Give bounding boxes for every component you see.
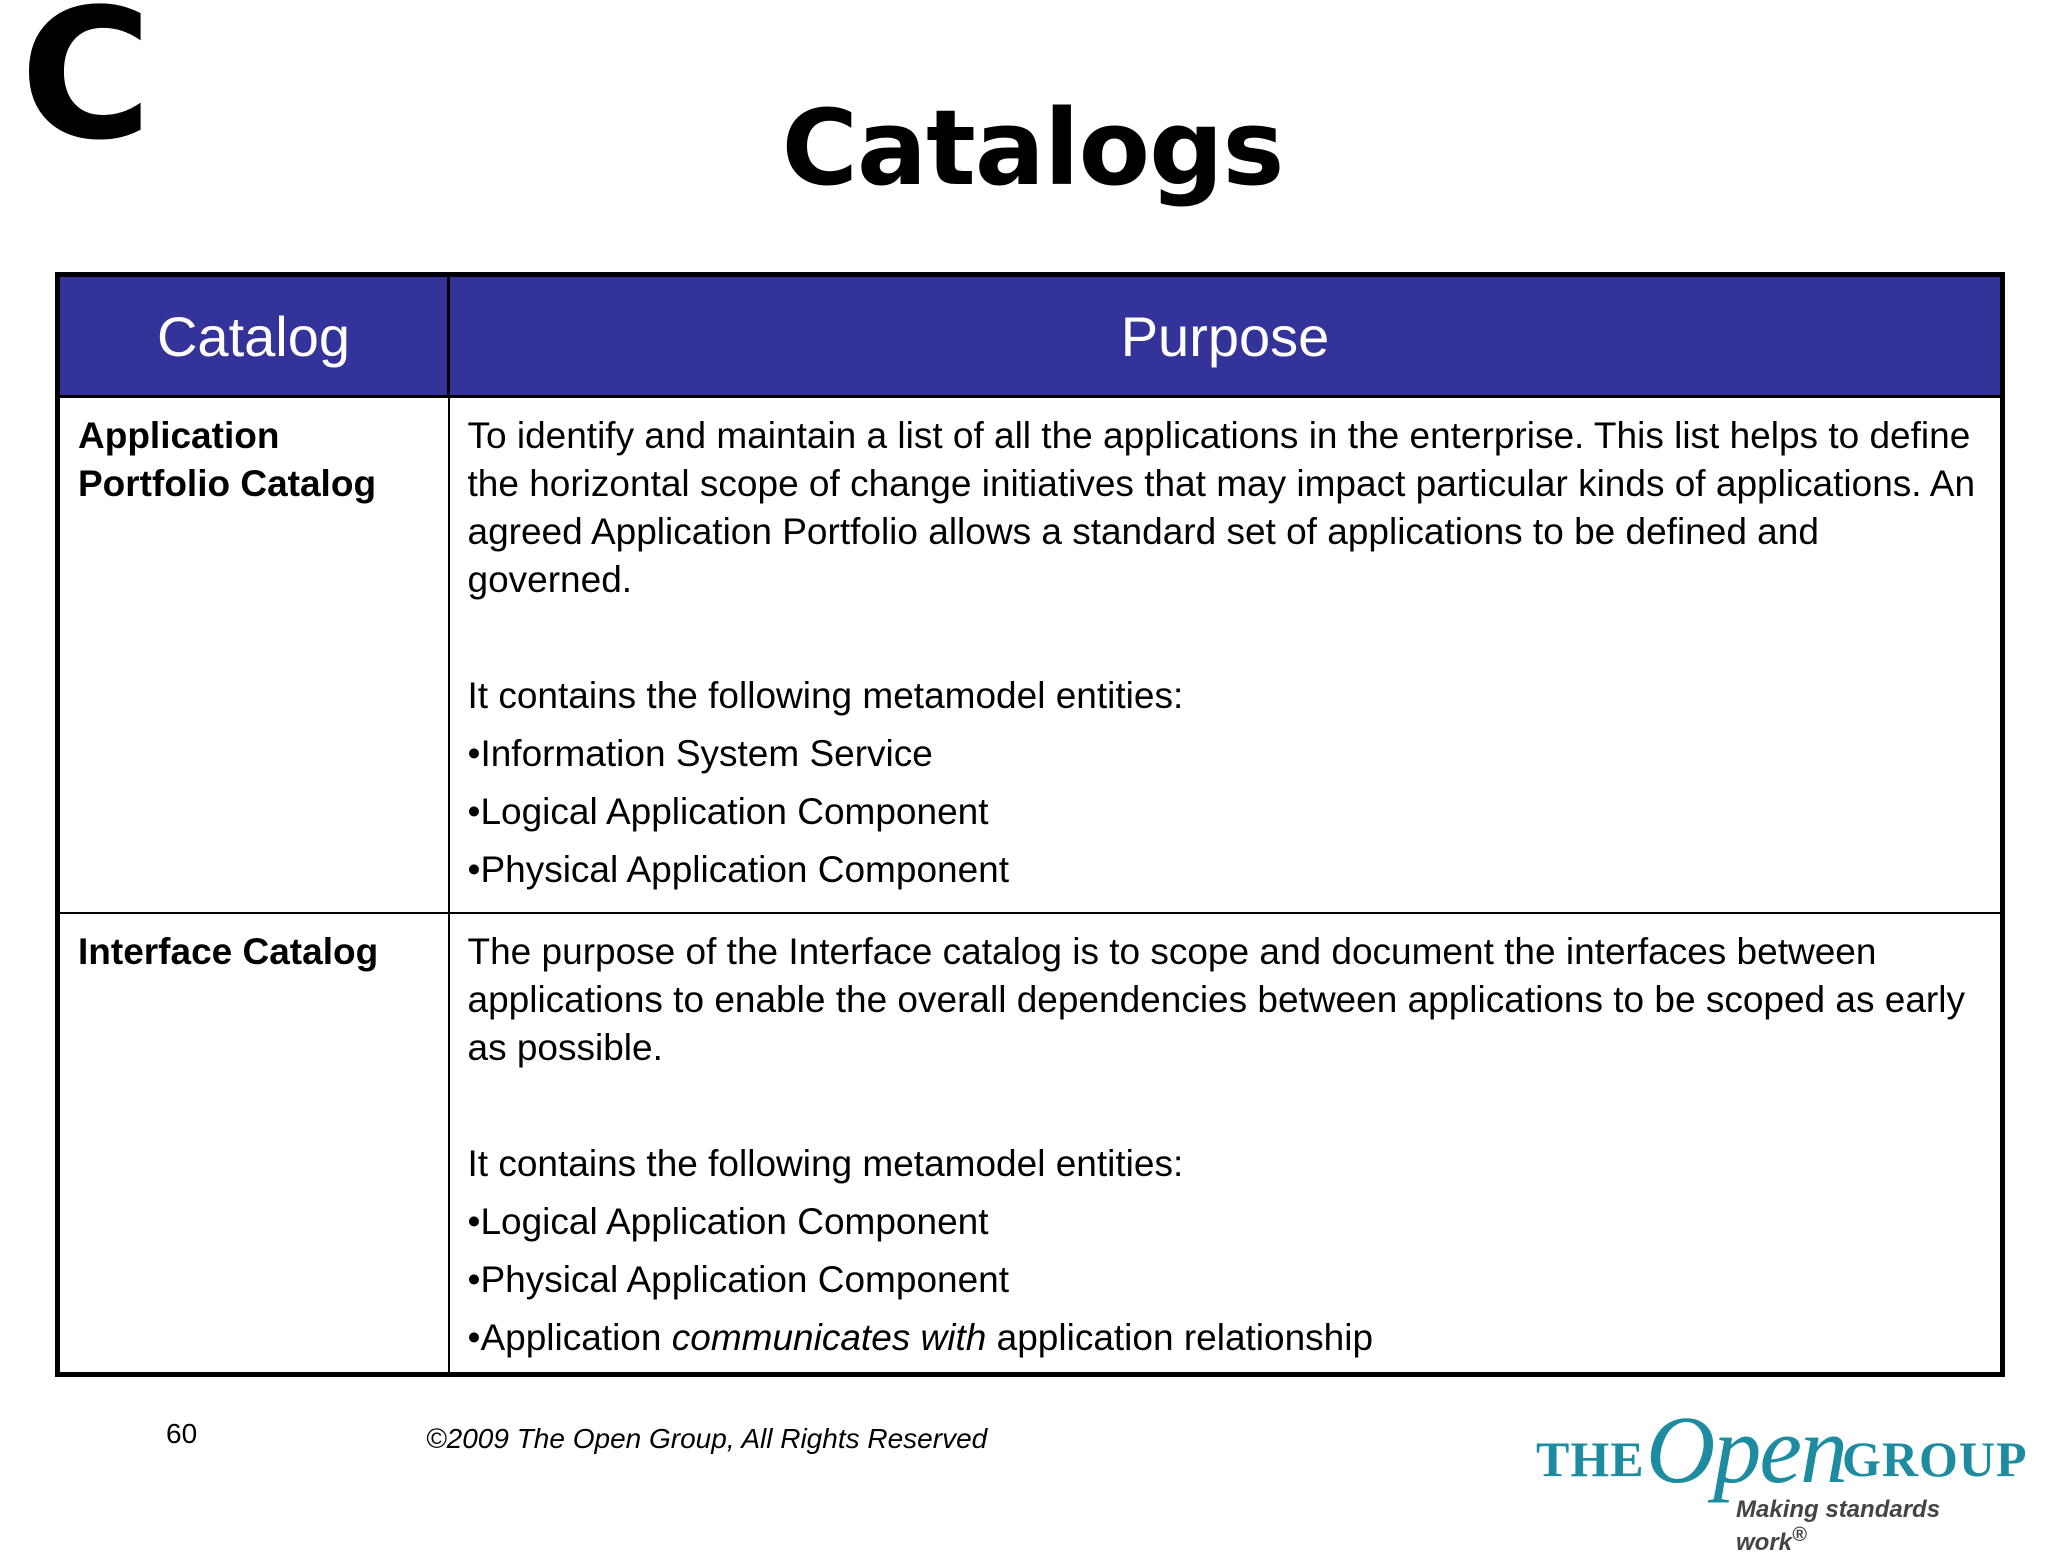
entity-item: •Logical Application Component [467, 1201, 989, 1242]
logo-the: THE [1536, 1431, 1645, 1487]
table-row [58, 397, 2003, 914]
entity-suffix: application relationship [986, 1317, 1374, 1358]
table-row [58, 913, 2003, 1375]
copyright-notice: ©2009 The Open Group, All Rights Reserved [426, 1423, 988, 1454]
entity-emphasis: communicates with [671, 1317, 987, 1358]
slide-title [0, 87, 2048, 209]
entity-item: •Physical Application Component [467, 1259, 1010, 1300]
entity-item: •Physical Application Component [467, 849, 1010, 890]
catalog-purpose [449, 397, 2003, 914]
table-header-row [58, 275, 2003, 397]
logo-open: Open [1646, 1396, 1846, 1503]
catalog-purpose [449, 913, 2003, 1375]
logo-tagline [1736, 1496, 2016, 1557]
open-group-logo [1536, 1396, 2028, 1556]
phase-letter: C [20, 0, 149, 180]
logo-tagline-text: Making standards work [1736, 1496, 1941, 1556]
entity-prefix: •Application [467, 1317, 672, 1358]
catalog-name: Interface Catalog [58, 913, 449, 1375]
entity-item-relationship [468, 1314, 1983, 1362]
page-number: 60 [166, 1418, 198, 1449]
logo-group: GROUP [1842, 1431, 2028, 1487]
purpose-description: To identify and maintain a list of all the applications in the enterprise. This list helps to define the horizontal scope of change initiatives that may impact particular kinds of applications. An agreed Application Portfolio allows a standard set of applications to be defined and governed. [467, 415, 1976, 600]
entity-list-intro: It contains the following metamodel entities: [467, 1143, 1184, 1184]
entity-item: •Logical Application Component [467, 791, 989, 832]
catalog-name: Application Portfolio Catalog [58, 397, 449, 914]
column-header-catalog: Catalog [58, 275, 449, 397]
registered-mark: ® [1792, 1524, 1807, 1546]
catalog-table [55, 272, 2005, 1377]
column-header-purpose: Purpose [449, 275, 2003, 397]
slide-title-text: Catalogs [781, 87, 1284, 209]
entity-item: •Information System Service [467, 733, 933, 774]
entity-list-intro: It contains the following metamodel entities: [467, 675, 1184, 716]
purpose-description: The purpose of the Interface catalog is to scope and document the interfaces between applications to enable the overall dependencies between applications to be scoped as early as possible. [467, 931, 1965, 1068]
